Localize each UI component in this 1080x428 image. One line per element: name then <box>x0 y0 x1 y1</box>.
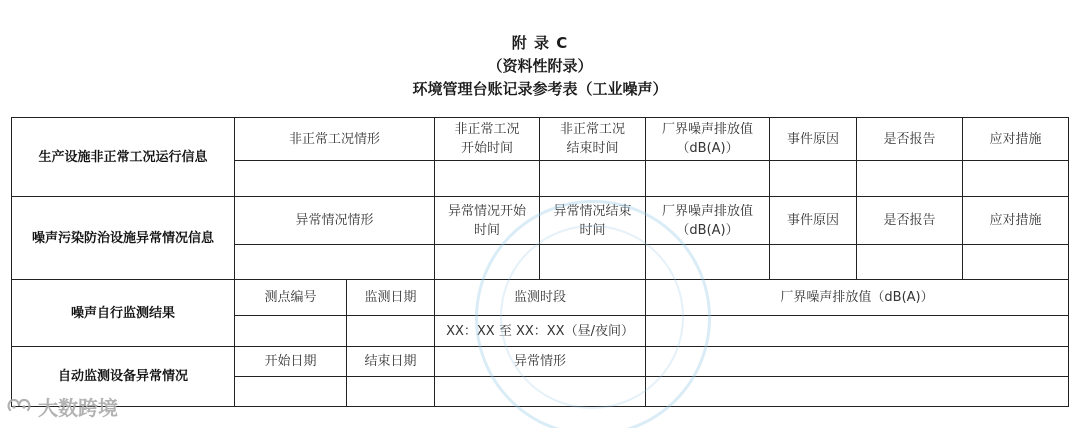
data-cell[interactable] <box>540 161 646 197</box>
data-cell[interactable] <box>435 245 540 280</box>
header-cell: 是否报告 <box>857 118 963 161</box>
header-cell: 非正常工况 结束时间 <box>540 118 646 161</box>
data-cell[interactable] <box>646 377 1069 407</box>
data-cell[interactable] <box>857 245 963 280</box>
header-cell: 结束日期 <box>347 347 435 377</box>
data-cell[interactable] <box>235 245 435 280</box>
header-cell: 应对措施 <box>963 197 1069 245</box>
brand-logo-icon <box>6 396 32 416</box>
data-cell[interactable] <box>235 316 347 347</box>
header-cell: 厂界噪声排放值 （dB(A)） <box>646 118 770 161</box>
ledger-table <box>11 117 1069 407</box>
data-cell[interactable] <box>347 316 435 347</box>
table-row <box>12 118 1069 161</box>
data-cell[interactable] <box>646 245 770 280</box>
data-cell[interactable] <box>646 161 770 197</box>
header-cell: 异常情况情形 <box>235 197 435 245</box>
header-cell: 异常情况结束 时间 <box>540 197 646 245</box>
header-cell: 异常情形 <box>435 347 646 377</box>
data-cell[interactable] <box>770 161 857 197</box>
header-cell: 监测时段 <box>435 280 646 316</box>
brand-text: 大数跨境 <box>38 395 118 420</box>
category-cell: 噪声自行监测结果 <box>12 280 235 347</box>
data-cell[interactable] <box>235 377 347 407</box>
time-format-cell: XX：XX 至 XX：XX（昼/夜间） <box>435 316 646 347</box>
category-cell: 生产设施非正常工况运行信息 <box>12 118 235 197</box>
data-cell[interactable] <box>435 377 646 407</box>
table-row <box>12 197 1069 245</box>
header-cell: 应对措施 <box>963 118 1069 161</box>
data-cell[interactable] <box>646 316 1069 347</box>
data-cell[interactable] <box>857 161 963 197</box>
header-cell: 事件原因 <box>770 118 857 161</box>
category-cell: 噪声污染防治设施异常情况信息 <box>12 197 235 280</box>
header-cell: 非正常工况情形 <box>235 118 435 161</box>
category-cell: 自动监测设备异常情况 <box>12 347 235 407</box>
data-cell[interactable] <box>646 347 1069 377</box>
watermark-brand <box>6 392 118 420</box>
header-cell: 事件原因 <box>770 197 857 245</box>
appendix-note: （资料性附录） <box>487 57 593 75</box>
appendix-heading: 附 录 C <box>511 34 569 52</box>
header-cell: 异常情况开始 时间 <box>435 197 540 245</box>
header-cell: 开始日期 <box>235 347 347 377</box>
header-cell: 是否报告 <box>857 197 963 245</box>
table-row <box>12 347 1069 377</box>
data-cell[interactable] <box>963 161 1069 197</box>
header-cell: 非正常工况 开始时间 <box>435 118 540 161</box>
header-cell: 监测日期 <box>347 280 435 316</box>
table-row <box>12 280 1069 316</box>
data-cell[interactable] <box>435 161 540 197</box>
data-cell[interactable] <box>235 161 435 197</box>
data-cell[interactable] <box>963 245 1069 280</box>
header-cell: 厂界噪声排放值（dB(A)） <box>646 280 1069 316</box>
data-cell[interactable] <box>347 377 435 407</box>
header-cell: 厂界噪声排放值 （dB(A)） <box>646 197 770 245</box>
table-caption: 环境管理台账记录参考表（工业噪声） <box>412 80 668 98</box>
data-cell[interactable] <box>540 245 646 280</box>
header-cell: 测点编号 <box>235 280 347 316</box>
data-cell[interactable] <box>770 245 857 280</box>
